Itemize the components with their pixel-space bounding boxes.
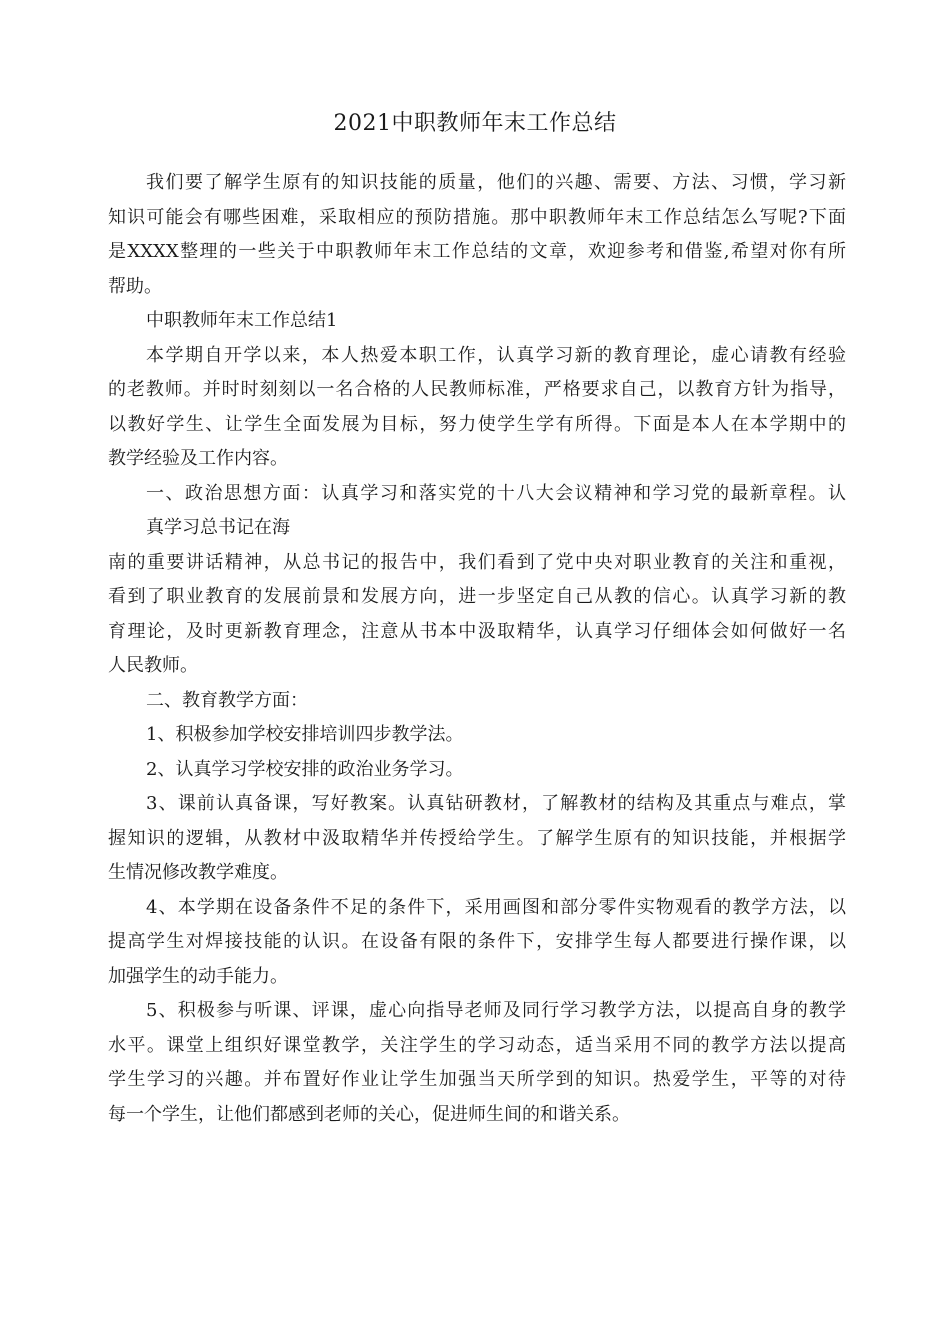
text-line: 是XXXX整理的一些关于中职教师年末工作总结的文章，欢迎参考和借鉴,希望对你有所 (108, 241, 846, 262)
text-line: 二、教育教学方面： (146, 689, 308, 711)
text-line: 看到了职业教育的发展前景和发展方向，进一步坚定自己从教的信心。认真学习新的教 (108, 586, 846, 607)
text-line: 育理论，及时更新教育理念，注意从书本中汲取精华，认真学习仔细体会如何做好一名 (108, 620, 846, 642)
text-line: 真学习总书记在海 (146, 517, 290, 538)
text-line: 以教好学生、让学生全面发展为目标，努力使学生学有所得。下面是本人在本学期中的 (108, 413, 846, 435)
text-line: 5、积极参与听课、评课，虚心向指导老师及同行学习教学方法，以提高自身的教学 (146, 1000, 846, 1021)
text-line: 教学经验及工作内容。 (108, 448, 288, 469)
text-line: 知识可能会有哪些困难，采取相应的预防措施。那中职教师年末工作总结怎么写呢?下面 (108, 206, 846, 228)
text-line: 本学期自开学以来，本人热爱本职工作，认真学习新的教育理论，虚心请教有经验 (146, 344, 846, 366)
text-line: 的老教师。并时时刻刻以一名合格的人民教师标准，严格要求自己，以教育方针为指导， (108, 379, 846, 400)
text-line: 1、积极参加学校安排培训四步教学法。 (146, 724, 464, 745)
text-line: 南的重要讲话精神，从总书记的报告中，我们看到了党中央对职业教育的关注和重视， (108, 551, 846, 573)
document-title: 2021中职教师年末工作总结 (333, 111, 617, 136)
text-line: 人民教师。 (108, 655, 198, 676)
text-line: 学生学习的兴趣。并布置好作业让学生加强当天所学到的知识。热爱学生，平等的对待 (108, 1069, 846, 1090)
text-line: 加强学生的动手能力。 (108, 965, 288, 987)
text-line: 我们要了解学生原有的知识技能的质量，他们的兴趣、需要、方法、习惯，学习新 (146, 172, 846, 193)
text-line: 提高学生对焊接技能的认识。在设备有限的条件下，安排学生每人都要进行操作课，以 (108, 931, 846, 952)
text-line: 握知识的逻辑，从教材中汲取精华并传授给学生。了解学生原有的知识技能，并根据学 (108, 827, 846, 849)
text-line: 生情况修改教学难度。 (108, 862, 288, 883)
text-line: 4、本学期在设备条件不足的条件下，采用画图和部分零件实物观看的教学方法，以 (146, 896, 846, 918)
text-line: 水平。课堂上组织好课堂教学，关注学生的学习动态，适当采用不同的教学方法以提高 (108, 1034, 846, 1056)
text-line: 中职教师年末工作总结1 (146, 310, 338, 331)
text-line: 3、课前认真备课，写好教案。认真钻研教材，了解教材的结构及其重点与难点，掌 (146, 793, 846, 814)
text-line: 每一个学生，让他们都感到老师的关心，促进师生间的和谐关系。 (108, 1103, 630, 1125)
document-body (108, 166, 846, 1132)
text-line: 一、政治思想方面：认真学习和落实党的十八大会议精神和学习党的最新章程。认 (146, 482, 846, 504)
text-line: 帮助。 (108, 275, 162, 297)
text-line: 2、认真学习学校安排的政治业务学习。 (146, 758, 464, 780)
